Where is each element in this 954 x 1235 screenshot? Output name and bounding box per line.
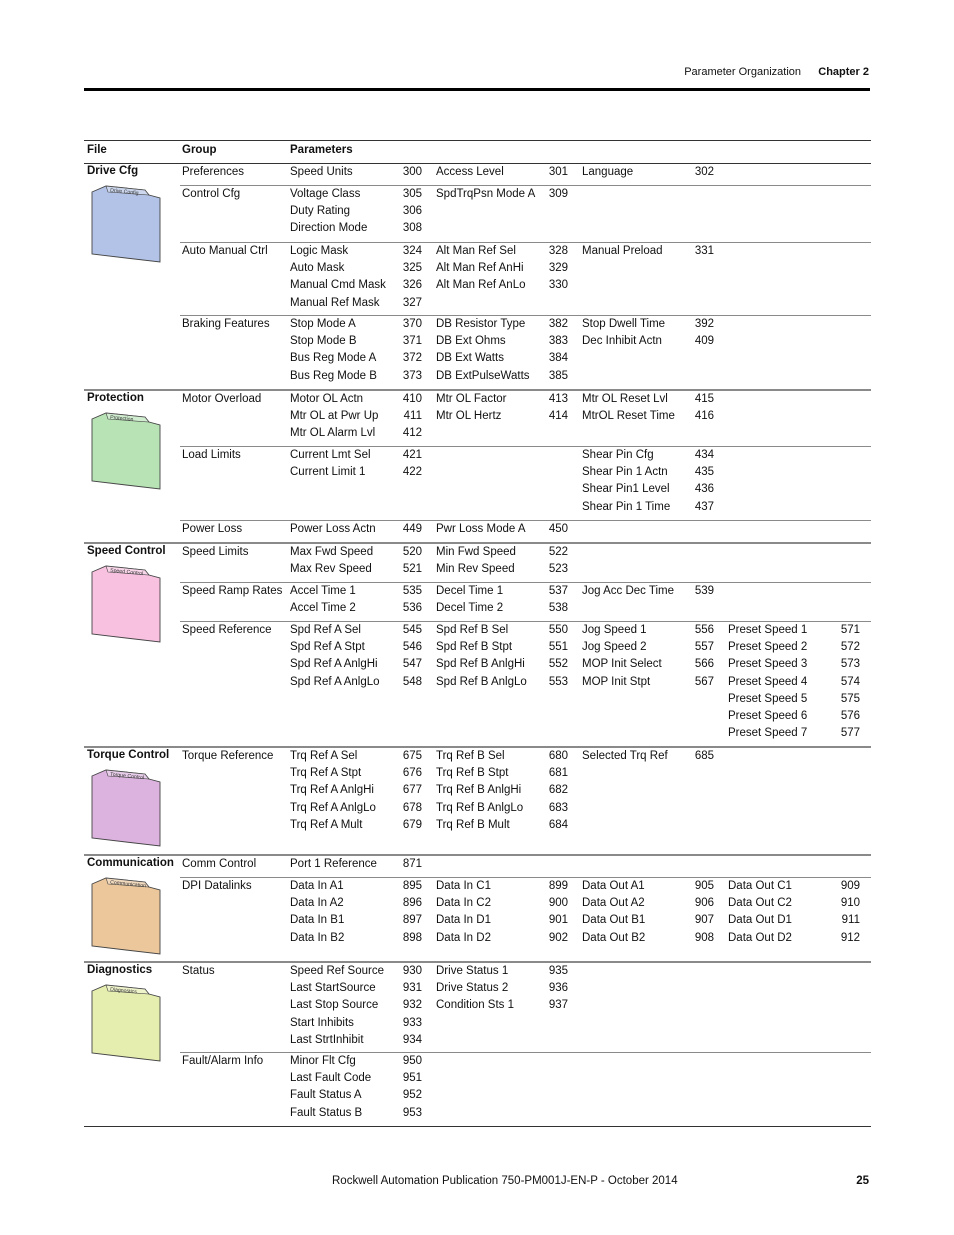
parameter-name: Accel Time 2	[290, 602, 356, 615]
parameter-name: Speed Units	[290, 166, 353, 178]
group-row: Load Limits Current Lmt Sel 421 Current Limit 1 422 Shear Pin Cfg 434 Shear Pin 1 Actn 435 Shear Pin1 Level 436 Shear Pin 1 Time 437	[180, 447, 871, 521]
parameter-name: Preset Speed 4	[728, 675, 808, 688]
group-name: Fault/Alarm Info	[182, 1055, 264, 1067]
parameter-name: Current Limit 1	[290, 466, 366, 479]
page-number: 25	[856, 1175, 869, 1187]
file-name: Drive Cfg	[87, 165, 139, 177]
parameter-name: Spd Ref A Stpt	[290, 641, 365, 654]
parameter-name: Pwr Loss Mode A	[436, 523, 526, 535]
group-row: Auto Manual Ctrl Logic Mask 324 Auto Mask 325 Manual Cmd Mask 326 Manual Ref Mask 327 Alt Man Ref Sel 328 Alt Man Ref AnHi 329 Alt Man Ref AnLo 330 Manual Preload 331	[180, 243, 871, 316]
column-header-group: Group	[182, 144, 217, 156]
group-name: DPI Datalinks	[182, 880, 252, 892]
parameter-name: Trq Ref B AnlgHi	[436, 784, 522, 797]
parameter-name: Voltage Class	[290, 188, 361, 200]
group-row: Fault/Alarm Info Minor Flt Cfg 950 Last Fault Code 951 Fault Status A 952 Fault Status B 953	[182, 1055, 422, 1119]
parameter-name: Data Out A2	[582, 897, 645, 910]
parameter-name: Stop Mode B	[290, 335, 357, 348]
group-row: Motor Overload Motor OL Actn 410 Mtr OL at Pwr Up 411 Mtr OL Alarm Lvl 412 Mtr OL Factor 413 Mtr OL Hertz 414 Mtr OL Reset Lvl 415 MtrOL Reset Time 416	[180, 391, 871, 447]
parameter-name: Power Loss Actn	[290, 523, 376, 535]
group-name: Motor Overload	[182, 393, 262, 405]
parameter-name: Manual Cmd Mask	[290, 279, 386, 292]
folder-icon	[90, 876, 162, 956]
parameter-name: Mtr OL Factor	[436, 393, 507, 405]
parameter-name: Data In D2	[436, 931, 491, 944]
parameter-name: Preset Speed 2	[728, 641, 808, 654]
parameter-name: Bus Reg Mode A	[290, 352, 377, 365]
group-row: Speed Ramp Rates Accel Time 1 535 Accel Time 2 536 Decel Time 1 537 Decel Time 2 538 Jog Acc Dec Time 539	[180, 583, 871, 622]
parameter-name: Data In C1	[436, 880, 491, 892]
group-name: Braking Features	[182, 318, 270, 330]
parameter-name: Fault Status A	[290, 1089, 362, 1102]
group-row: Control Cfg Voltage Class 305 Duty Rating 306 Direction Mode 308 SpdTrqPsn Mode A 309	[180, 186, 871, 243]
parameter-name: Mtr OL Hertz	[436, 410, 502, 423]
parameter-name: Alt Man Ref AnLo	[436, 279, 526, 292]
parameter-name: Stop Mode A	[290, 318, 356, 330]
group-row: Braking Features Stop Mode A 370 Stop Mode B 371 Bus Reg Mode A 372 Bus Reg Mode B 373 DB Resistor Type 382 DB Ext Ohms 383 DB Ext Watts 384 DB ExtPulseWatts 385 Stop Dwell Time 392 Dec Inhibit Actn 409	[182, 318, 714, 382]
parameter-name: Language	[582, 166, 634, 178]
parameter-name: Fault Status B	[290, 1106, 363, 1119]
parameter-name: Auto Mask	[290, 262, 345, 275]
parameter-name: Preset Speed 5	[728, 692, 808, 705]
parameter-name: DB Ext Watts	[436, 352, 504, 365]
folder-icon	[90, 768, 162, 848]
parameter-name: MOP Init Stpt	[582, 675, 651, 688]
parameter-name: Data In B2	[290, 931, 345, 944]
parameter-name: Minor Flt Cfg	[290, 1055, 356, 1067]
parameter-name: Trq Ref B Stpt	[436, 767, 509, 780]
header-rule	[84, 88, 870, 91]
parameter-name: Data Out C1	[728, 880, 792, 892]
group-name: Load Limits	[182, 449, 241, 461]
parameter-name: Shear Pin 1 Time	[582, 500, 671, 513]
parameter-name: Shear Pin 1 Actn	[582, 466, 668, 479]
parameter-name: Decel Time 2	[436, 602, 504, 615]
group-row: Torque Reference Trq Ref A Sel 675 Trq Ref A Stpt 676 Trq Ref A AnlgHi 677 Trq Ref A AnlgLo 678 Trq Ref A Mult 679 Trq Ref B Sel 680 Trq Ref B Stpt 681 Trq Ref B AnlgHi 682 Trq Ref B AnlgLo 683 Trq Ref B Mult 684 Selected Trq Ref 685	[182, 750, 714, 831]
folder-tab-label: Protection	[109, 414, 134, 424]
table-header-row	[84, 141, 871, 164]
group-row: DPI Datalinks Data In A1 895 Data In A2 896 Data In B1 897 Data In B2 898 Data In C1 899 Data In C2 900 Data In D1 901 Data In D2 902 Data Out A1 905 Data Out A2 906 Data Out B1 907 Data Out B2 908 Data Out C1 909 Data Out C2 910 Data Out D1 911 Data Out D2 912	[182, 880, 860, 944]
footer-publication: Rockwell Automation Publication 750-PM001J-EN-P - October 2014	[332, 1175, 678, 1187]
group-row: Status Speed Ref Source 930 Last StartSource 931 Last Stop Source 932 Start Inhibits 933 Last StrtInhibit 934 Drive Status 1 935 Drive Status 2 936 Condition Sts 1 937	[180, 963, 871, 1053]
parameter-name: Access Level	[436, 166, 504, 178]
file-name: Speed Control	[87, 545, 166, 557]
parameter-name: Preset Speed 6	[728, 709, 808, 722]
parameter-name: Last Fault Code	[290, 1072, 372, 1085]
parameter-name: Jog Acc Dec Time	[582, 585, 675, 597]
group-row: Speed Reference Spd Ref A Sel 545 Spd Ref A Stpt 546 Spd Ref A AnlgHi 547 Spd Ref A AnlgLo 548 Spd Ref B Sel 550 Spd Ref B Stpt 551 Spd Ref B AnlgHi 552 Spd Ref B AnlgLo 553 Jog Speed 1 556 Jog Speed 2 557 MOP Init Select 566 MOP Init Stpt 567 Preset Speed 1 571 Preset Speed 2 572 Preset Speed 3 573 Preset Speed 4 574 Preset Speed 5 575 Preset Speed 6 576 Preset Speed 7 577	[182, 624, 860, 740]
parameter-name: Preset Speed 7	[728, 727, 808, 740]
parameter-name: Last StartSource	[290, 982, 376, 995]
file-block	[84, 544, 871, 748]
group-row: Comm Control Port 1 Reference 871	[180, 856, 871, 878]
parameter-name: Trq Ref A Sel	[290, 750, 358, 762]
folder-icon	[90, 564, 162, 644]
group-name: Control Cfg	[182, 188, 241, 200]
parameter-name: Last Stop Source	[290, 999, 379, 1012]
folder-icon	[90, 411, 162, 491]
file-block	[84, 963, 871, 1127]
parameter-name: Shear Pin Cfg	[582, 449, 654, 461]
file-block	[84, 164, 871, 391]
folder-tab-label: Communication	[109, 879, 147, 890]
group-name: Speed Reference	[182, 624, 272, 636]
parameter-name: Trq Ref A Stpt	[290, 767, 362, 780]
parameter-name: Mtr OL at Pwr Up	[290, 410, 379, 423]
parameter-name: DB Ext Ohms	[436, 335, 506, 348]
parameter-name: Data Out B2	[582, 931, 646, 944]
group-name: Status	[182, 965, 215, 977]
parameter-name: Trq Ref B Mult	[436, 818, 510, 831]
parameter-name: Trq Ref B AnlgLo	[436, 801, 524, 814]
parameter-name: Data In A2	[290, 897, 344, 910]
parameter-name: Alt Man Ref Sel	[436, 245, 516, 257]
parameter-name: Spd Ref B AnlgLo	[436, 675, 527, 688]
parameter-name: Direction Mode	[290, 222, 368, 235]
parameter-name: Preset Speed 1	[728, 624, 808, 636]
parameter-name: DB Resistor Type	[436, 318, 526, 330]
parameter-name: Motor OL Actn	[290, 393, 364, 405]
file-block	[84, 391, 871, 544]
parameter-name: Dec Inhibit Actn	[582, 335, 662, 348]
parameter-name: Spd Ref B AnlgHi	[436, 658, 525, 671]
file-name: Communication	[87, 857, 174, 869]
parameter-name: Port 1 Reference	[290, 858, 377, 870]
parameter-name: Min Fwd Speed	[436, 546, 516, 558]
file-name: Torque Control	[87, 749, 170, 761]
parameter-name: Data Out C2	[728, 897, 792, 910]
parameter-name: Jog Speed 2	[582, 641, 647, 654]
parameter-name: Current Lmt Sel	[290, 449, 371, 461]
parameter-name: Manual Ref Mask	[290, 296, 380, 309]
parameter-name: MtrOL Reset Time	[582, 410, 675, 423]
parameter-name: Data In C2	[436, 897, 491, 910]
parameter-name: Mtr OL Reset Lvl	[582, 393, 668, 405]
group-name: Power Loss	[182, 523, 243, 535]
group-row: Preferences Speed Units 300 Access Level 301 Language 302	[180, 164, 871, 186]
parameter-name: Mtr OL Alarm Lvl	[290, 427, 376, 440]
parameter-name: Logic Mask	[290, 245, 349, 257]
folder-tab-label: Drive Config	[109, 187, 139, 197]
parameter-name: Last StrtInhibit	[290, 1033, 364, 1046]
parameter-name: Shear Pin1 Level	[582, 483, 670, 496]
group-name: Auto Manual Ctrl	[182, 245, 268, 257]
group-row: Power Loss Power Loss Actn 449 Pwr Loss Mode A 450	[182, 523, 568, 535]
header-section-title: Parameter Organization	[684, 66, 801, 78]
parameter-name: Selected Trq Ref	[582, 750, 668, 762]
group-name: Torque Reference	[182, 750, 274, 762]
parameter-name: Spd Ref A Sel	[290, 624, 361, 636]
parameter-name: Data Out D2	[728, 931, 792, 944]
parameter-name: Jog Speed 1	[582, 624, 647, 636]
parameter-name: Spd Ref B Sel	[436, 624, 509, 636]
parameter-name: Min Rev Speed	[436, 563, 515, 576]
parameter-name: Trq Ref A Mult	[290, 818, 363, 831]
parameter-name: Drive Status 1	[436, 965, 509, 977]
parameter-name: Spd Ref B Stpt	[436, 641, 513, 654]
parameter-name: Manual Preload	[582, 245, 663, 257]
parameter-name: Accel Time 1	[290, 585, 356, 597]
header-chapter: Chapter 2	[818, 66, 869, 78]
parameter-name: Data In D1	[436, 914, 491, 927]
parameter-name: Decel Time 1	[436, 585, 504, 597]
parameter-name: Trq Ref A AnlgLo	[290, 801, 376, 814]
parameter-name: Preset Speed 3	[728, 658, 808, 671]
parameter-name: Spd Ref A AnlgLo	[290, 675, 380, 688]
file-block	[84, 856, 871, 963]
group-name: Comm Control	[182, 858, 257, 870]
parameter-table	[84, 140, 871, 1127]
parameter-name: Duty Rating	[290, 205, 351, 218]
folder-icon	[90, 983, 162, 1063]
parameter-name: Bus Reg Mode B	[290, 369, 377, 382]
parameter-name: Alt Man Ref AnHi	[436, 262, 524, 275]
folder-icon	[90, 184, 162, 264]
file-name: Diagnostics	[87, 964, 153, 976]
group-name: Speed Limits	[182, 546, 249, 558]
parameter-name: Drive Status 2	[436, 982, 509, 995]
group-row: Speed Limits Max Fwd Speed 520 Max Rev Speed 521 Min Fwd Speed 522 Min Rev Speed 523	[180, 544, 871, 583]
parameter-name: SpdTrqPsn Mode A	[436, 188, 536, 200]
parameter-name: Data Out A1	[582, 880, 645, 892]
parameter-name: Data In B1	[290, 914, 345, 927]
column-header-file: File	[87, 144, 107, 156]
parameter-name: Trq Ref B Sel	[436, 750, 505, 762]
parameter-name: Start Inhibits	[290, 1016, 354, 1029]
parameter-name: Stop Dwell Time	[582, 318, 666, 330]
folder-tab-label: Diagnostics	[109, 986, 138, 996]
parameter-name: Data Out B1	[582, 914, 646, 927]
parameter-name: DB ExtPulseWatts	[436, 369, 530, 382]
parameter-name: Spd Ref A AnlgHi	[290, 658, 378, 671]
parameter-name: Data In A1	[290, 880, 344, 892]
parameter-name: Trq Ref A AnlgHi	[290, 784, 374, 797]
parameter-name: MOP Init Select	[582, 658, 662, 671]
file-block	[84, 748, 871, 856]
parameter-name: Max Rev Speed	[290, 563, 372, 576]
parameter-name: Speed Ref Source	[290, 965, 384, 977]
group-name: Speed Ramp Rates	[182, 585, 283, 597]
parameter-name: Data Out D1	[728, 914, 792, 927]
column-header-parameters: Parameters	[290, 144, 353, 156]
parameter-name: Max Fwd Speed	[290, 546, 374, 558]
folder-tab-label: Speed Control	[109, 567, 144, 578]
folder-tab-label: Torque Control	[109, 771, 145, 782]
parameter-name: Condition Sts 1	[436, 999, 514, 1012]
group-name: Preferences	[182, 166, 245, 178]
file-name: Protection	[87, 392, 144, 404]
